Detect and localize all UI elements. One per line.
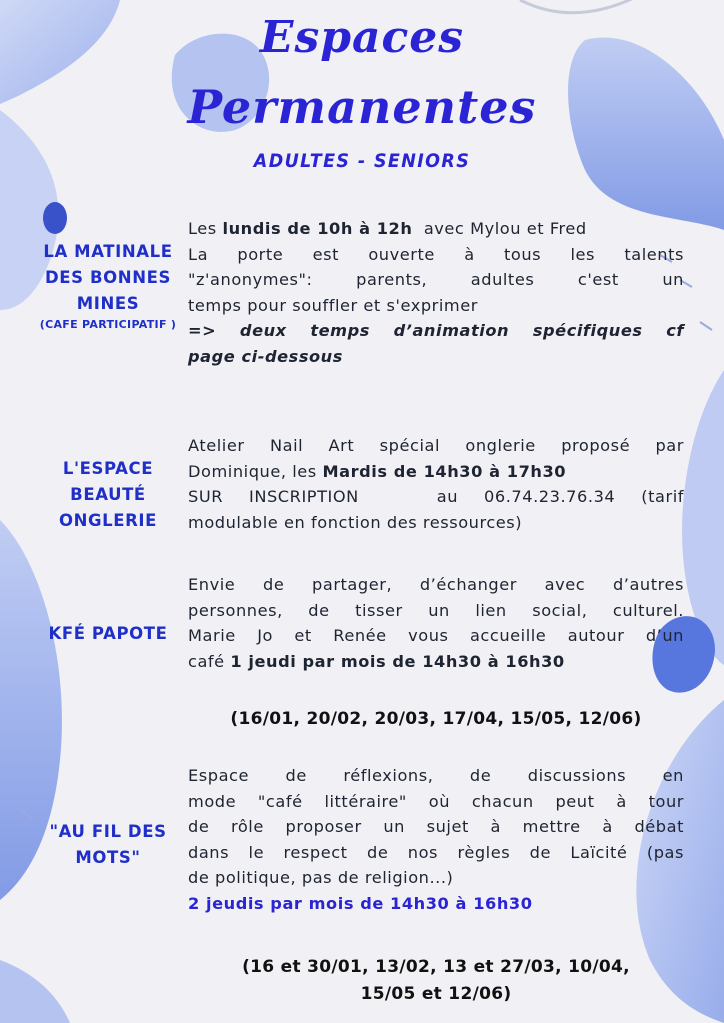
page-subtitle: ADULTES - SENIORS — [253, 150, 471, 172]
section-label-matinale: LA MATINALE DES BONNES MINES (CAFE PARTICIPATIF ) — [22, 239, 194, 333]
page-title-line1: Espaces — [259, 12, 465, 63]
section-text-kfe-papote: Envie de partager, d’échanger avec d’autres personnes, de tisser un lien social, culturel. Marie Jo et Renée vous accueille autour d’un café 1 jeudi par mois de 14h30 à 16h30 — [188, 575, 684, 671]
section-text-matinale: Les lundis de 10h à 12h avec Mylou et Fred La porte est ouverte à tous les talents "z'anonymes": parents, adultes c'est un temps pour souffler et s'exprimer => deux temps d’animation spécifiques cf page ci-dessous — [188, 219, 684, 366]
section-label-onglerie: L'ESPACE BEAUTÉ ONGLERIE — [58, 459, 158, 530]
au-fil-des-mots-dates: (16 et 30/01, 13/02, 13 et 27/03, 10/04, 15/05 et 12/06) — [242, 957, 630, 1004]
section-text-onglerie: Atelier Nail Art spécial onglerie proposé par Dominique, les Mardis de 14h30 à 17h30 SUR INSCRIPTION au 06.74.23.76.34 (tarif modulable en fonction des ressources) — [188, 436, 684, 532]
section-text-au-fil-des-mots: Espace de réflexions, de discussions en mode "café littéraire" où chacun peut à tour de rôle proposer un sujet à mettre à débat dans le respect de nos règles de Laïcité (pas de politique, pas de religion...) 2 jeudis par mois de 14h30 à 16h30 — [188, 766, 684, 913]
page-title-line2: Permanentes — [187, 80, 537, 134]
section-label-au-fil-des-mots: "AU FIL DES MOTS" — [49, 822, 167, 867]
section-label-kfe-papote: KFÉ PAPOTE — [48, 624, 168, 643]
kfe-papote-dates: (16/01, 20/02, 20/03, 17/04, 15/05, 12/06) — [230, 709, 642, 729]
section-label-sub: (CAFE PARTICIPATIF ) — [39, 318, 177, 331]
